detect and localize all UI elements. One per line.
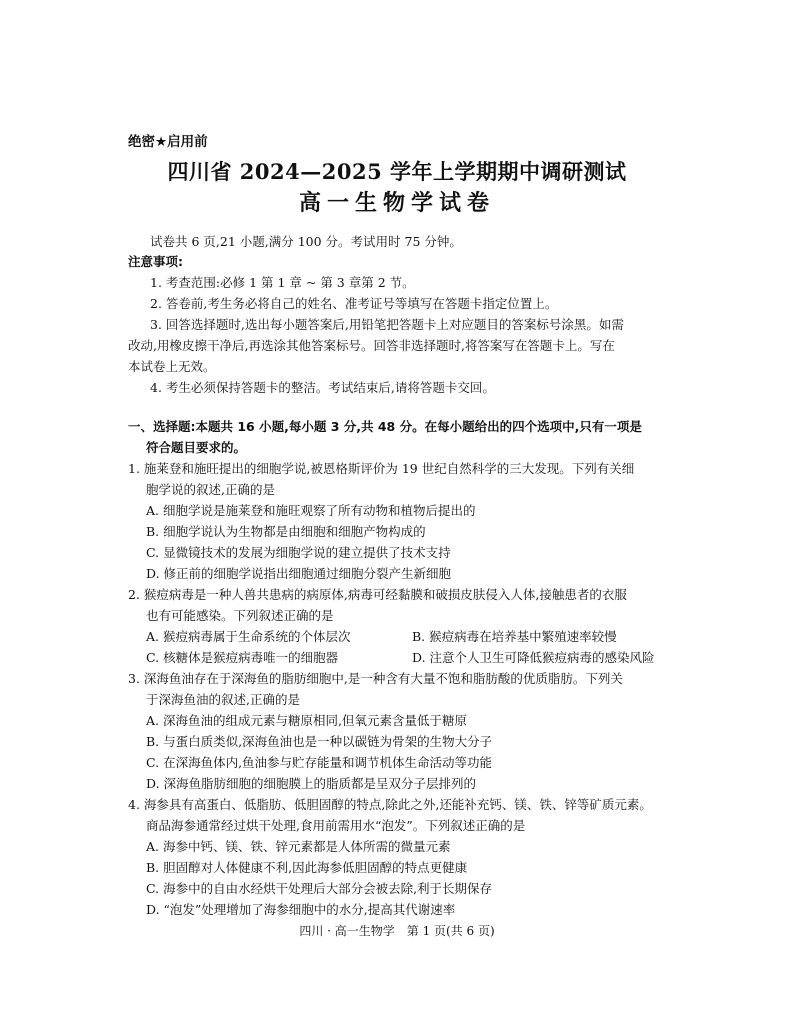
intro-text: 试卷共 6 页,21 小题,满分 100 分。考试用时 75 分钟。 xyxy=(150,234,462,249)
page-footer: 四川 · 高一生物学 第 1 页(共 6 页) xyxy=(299,924,495,938)
q4-stem-line-2: 商品海参通常经过烘干处理,食用前需用水“泡发”。下列叙述正确的是 xyxy=(146,818,526,833)
section-heading-line-1: 一、选择题:本题共 16 小题,每小题 3 分,共 48 分。在每小题给出的四个选项中,只有一项是 xyxy=(128,419,642,434)
note-item-1: 1. 考查范围:必修 1 第 1 章 ~ 第 3 章第 2 节。 xyxy=(150,275,415,290)
q2-option-d: D. 注意个人卫生可降低猴痘病毒的感染风险 xyxy=(412,650,655,665)
q4-stem-line-1: 4. 海参具有高蛋白、低脂肪、低胆固醇的特点,除此之外,还能补充钙、镁、铁、锌等矿质元素。 xyxy=(128,797,652,812)
q3-option-c: C. 在深海鱼体内,鱼油参与贮存能量和调节机体生命活动等功能 xyxy=(146,755,493,770)
q2-option-a: A. 猴痘病毒属于生命系统的个体层次 xyxy=(146,629,351,644)
q1-stem-line-1: 1. 施莱登和施旺提出的细胞学说,被恩格斯评价为 19 世纪自然科学的三大发现。下列有关细 xyxy=(128,461,635,476)
notes-heading: 注意事项: xyxy=(128,254,183,269)
q2-stem-line-2: 也有可能感染。下列叙述正确的是 xyxy=(146,608,334,623)
note-item-3-line-2: 改动,用橡皮擦干净后,再选涂其他答案标号。回答非选择题时,将答案写在答题卡上。写在 xyxy=(128,338,615,353)
q1-option-b: B. 细胞学说认为生物都是由细胞和细胞产物构成的 xyxy=(146,524,426,539)
section-heading-line-2: 符合题目要求的。 xyxy=(146,440,247,455)
q3-option-d: D. 深海鱼脂肪细胞的细胞膜上的脂质都是呈双分子层排列的 xyxy=(146,776,477,791)
note-item-4: 4. 考生必须保持答题卡的整洁。考试结束后,请将答题卡交回。 xyxy=(150,380,495,395)
q1-option-d: D. 修正前的细胞学说指出细胞通过细胞分裂产生新细胞 xyxy=(146,566,452,581)
q3-stem-line-2: 于深海鱼油的叙述,正确的是 xyxy=(146,692,300,707)
exam-title: 四川省 2024—2025 学年上学期期中调研测试 xyxy=(167,159,627,184)
exam-subtitle: 高一生物学试卷 xyxy=(298,191,495,216)
q4-option-c: C. 海参中的自由水经烘干处理后大部分会被去除,利于长期保存 xyxy=(146,881,493,896)
q2-option-c: C. 核糖体是猴痘病毒唯一的细胞器 xyxy=(146,650,339,665)
q4-option-a: A. 海参中钙、镁、铁、锌元素都是人体所需的微量元素 xyxy=(146,839,451,854)
q4-option-d: D. “泡发”处理增加了海参细胞中的水分,提高其代谢速率 xyxy=(146,902,456,917)
note-item-3-line-1: 3. 回答选择题时,选出每小题答案后,用铅笔把答题卡上对应题目的答案标号涂黑。如需 xyxy=(150,317,624,332)
q4-option-b: B. 胆固醇对人体健康不利,因此海参低胆固醇的特点更健康 xyxy=(146,860,468,875)
q1-stem-line-2: 胞学说的叙述,正确的是 xyxy=(146,482,275,497)
q2-stem-line-1: 2. 猴痘病毒是一种人兽共患病的病原体,病毒可经黏膜和破损皮肤侵入人体,接触患者的衣服 xyxy=(128,587,627,602)
q2-option-b: B. 猴痘病毒在培养基中繁殖速率较慢 xyxy=(412,629,617,644)
q1-option-a: A. 细胞学说是施莱登和施旺观察了所有动物和植物后提出的 xyxy=(146,503,476,518)
secret-label: 绝密★启用前 xyxy=(128,134,208,150)
note-item-3-line-3: 本试卷上无效。 xyxy=(128,359,216,374)
q3-option-b: B. 与蛋白质类似,深海鱼油也是一种以碳链为骨架的生物大分子 xyxy=(146,734,493,749)
q3-option-a: A. 深海鱼油的组成元素与糖原相同,但氧元素含量低于糖原 xyxy=(146,713,467,728)
note-item-2: 2. 答卷前,考生务必将自己的姓名、准考证号等填写在答题卡指定位置上。 xyxy=(150,296,558,311)
q1-option-c: C. 显微镜技术的发展为细胞学说的建立提供了技术支持 xyxy=(146,545,451,560)
q3-stem-line-1: 3. 深海鱼油存在于深海鱼的脂肪细胞中,是一种含有大量不饱和脂肪酸的优质脂肪。下列关 xyxy=(128,671,623,686)
